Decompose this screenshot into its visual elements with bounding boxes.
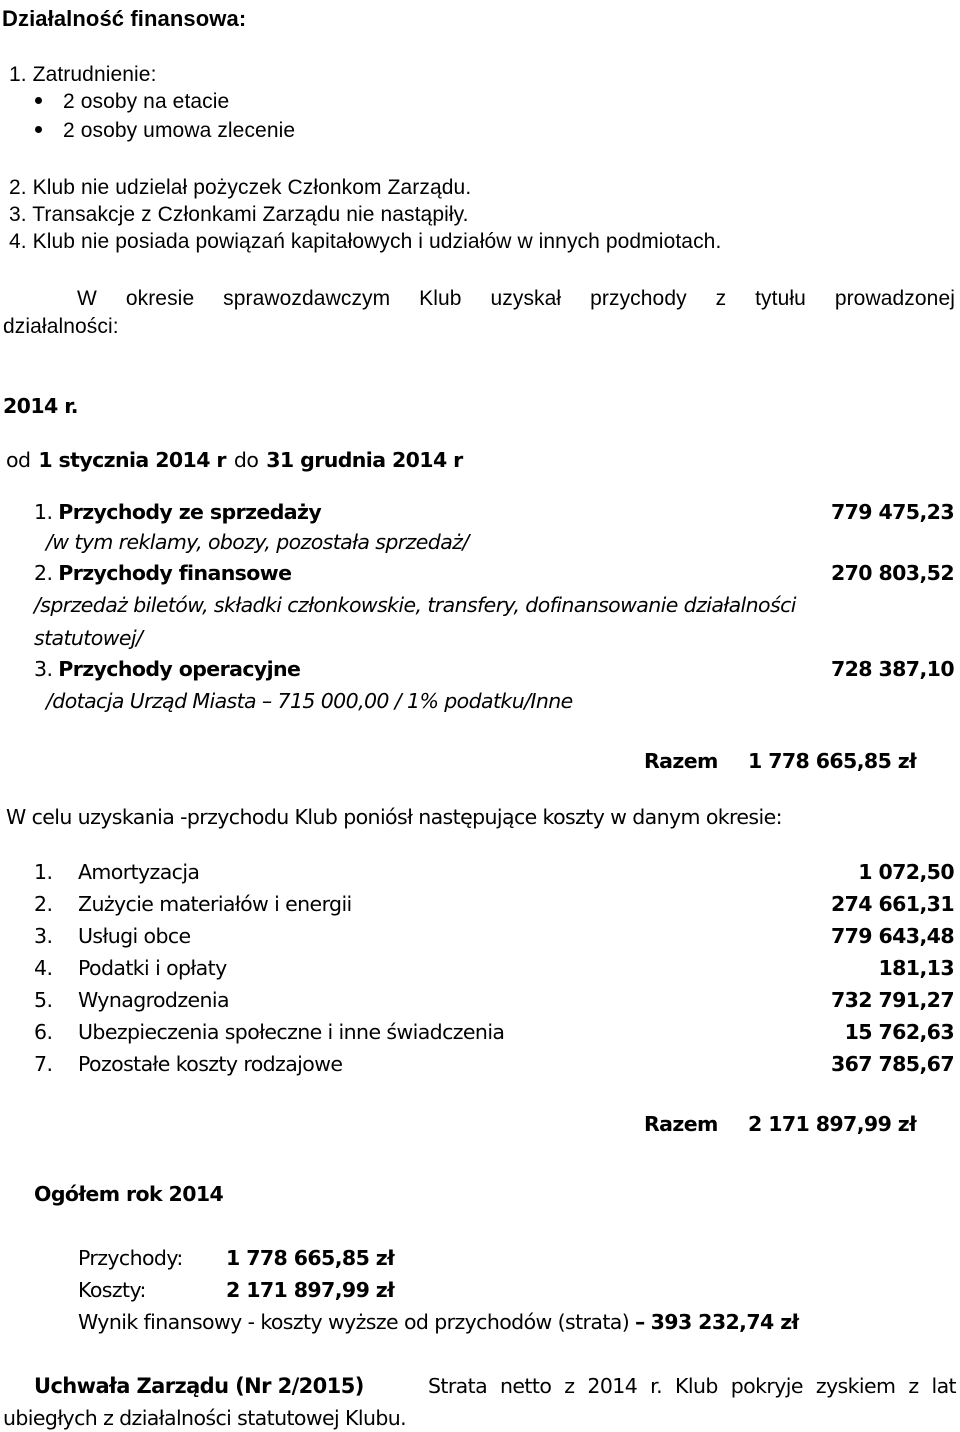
employment-bullet-1: 2 osoby na etacie: [63, 90, 230, 113]
revenue-label: Przychody operacyjne: [58, 657, 301, 681]
summary-result-value: 393 232,74 zł: [650, 1310, 799, 1334]
resolution-text: Strata netto z 2014 r. Klub pokryje zyskiem z lat: [428, 1374, 956, 1398]
cost-label: Wynagrodzenia: [78, 988, 229, 1012]
page-title: Działalność finansowa:: [2, 6, 247, 31]
cost-num: 4.: [34, 956, 53, 980]
revenue-num: 2.: [34, 561, 53, 585]
summary-result: [78, 1312, 799, 1333]
cost-amount: 1 072,50: [858, 860, 954, 884]
summary-revenue-value: 1 778 665,85 zł: [226, 1246, 395, 1270]
summary-result-dash: –: [635, 1310, 645, 1334]
revenue-row: [34, 563, 291, 584]
cost-amount: 15 762,63: [844, 1020, 954, 1044]
revenue-row: [34, 502, 321, 523]
period-line: [6, 450, 463, 471]
period-end: 31 grudnia 2014 r: [266, 448, 463, 472]
summary-title: Ogółem rok 2014: [34, 1182, 224, 1206]
revenue-num: 1.: [34, 500, 53, 524]
cost-num: 7.: [34, 1052, 53, 1076]
cost-num: 2.: [34, 892, 53, 916]
summary-revenue-label: Przychody:: [78, 1246, 183, 1270]
summary-result-label: Wynik finansowy - koszty wyższe od przychodów (strata): [78, 1310, 630, 1334]
employment-bullet-2: 2 osoby umowa zlecenie: [63, 119, 296, 142]
year-heading: 2014 r.: [3, 394, 78, 418]
revenue-amount: 728 387,10: [830, 657, 954, 681]
revenue-num: 3.: [34, 657, 53, 681]
revenue-intro-line-1: W okresie sprawozdawczym Klub uzyskał przychody z tytułu prowadzonej: [77, 287, 955, 310]
resolution-line-2: ubiegłych z działalności statutowej Klubu.: [3, 1406, 407, 1430]
cost-label: Zużycie materiałów i energii: [78, 892, 352, 916]
cost-label: Usługi obce: [78, 924, 191, 948]
intro-item-3: 3. Transakcje z Członkami Zarządu nie nastąpiły.: [9, 203, 469, 226]
period-od: od: [6, 448, 31, 472]
cost-label: Ubezpieczenia społeczne i inne świadczenia: [78, 1020, 505, 1044]
summary-cost-label: Koszty:: [78, 1278, 146, 1302]
cost-num: 1.: [34, 860, 53, 884]
revenue-note: /sprzedaż biletów, składki członkowskie, transfery, dofinansowanie działalności: [34, 593, 796, 617]
revenue-total-label: Razem: [644, 749, 718, 773]
revenue-amount: 779 475,23: [830, 500, 954, 524]
bullet-icon: [35, 97, 42, 104]
revenue-label: Przychody ze sprzedaży: [58, 500, 322, 524]
cost-num: 5.: [34, 988, 53, 1012]
cost-num: 6.: [34, 1020, 53, 1044]
revenue-note: /dotacja Urząd Miasta – 715 000,00 / 1% podatku/Inne: [46, 689, 573, 713]
intro-item-2: 2. Klub nie udzielał pożyczek Członkom Zarządu.: [9, 176, 472, 199]
resolution-bold: Uchwała Zarządu (Nr 2/2015): [34, 1374, 364, 1398]
intro-item-4: 4. Klub nie posiada powiązań kapitałowych i udziałów w innych podmiotach.: [9, 230, 722, 253]
cost-amount: 367 785,67: [830, 1052, 954, 1076]
period-do: do: [233, 448, 259, 472]
cost-num: 3.: [34, 924, 53, 948]
cost-amount: 732 791,27: [830, 988, 954, 1012]
resolution-line-1: [34, 1376, 956, 1397]
cost-total-label: Razem: [644, 1112, 718, 1136]
revenue-note-cont: statutowej/: [34, 626, 143, 650]
cost-amount: 181,13: [878, 956, 954, 980]
employment-item: 1. Zatrudnienie:: [9, 63, 157, 86]
revenue-amount: 270 803,52: [830, 561, 954, 585]
summary-cost-value: 2 171 897,99 zł: [226, 1278, 395, 1302]
revenue-intro-line-2: działalności:: [3, 315, 119, 338]
revenue-total-value: 1 778 665,85 zł: [748, 749, 917, 773]
revenue-label: Przychody finansowe: [58, 561, 292, 585]
revenue-row: [34, 659, 300, 680]
costs-intro: W celu uzyskania -przychodu Klub poniósł następujące koszty w danym okresie:: [6, 805, 782, 829]
cost-total-value: 2 171 897,99 zł: [748, 1112, 917, 1136]
cost-amount: 274 661,31: [830, 892, 954, 916]
cost-label: Amortyzacja: [78, 860, 200, 884]
bullet-icon: [35, 126, 42, 133]
period-start: 1 stycznia 2014 r: [38, 448, 226, 472]
cost-label: Pozostałe koszty rodzajowe: [78, 1052, 343, 1076]
revenue-note: /w tym reklamy, obozy, pozostała sprzedaż/: [46, 530, 469, 554]
cost-amount: 779 643,48: [830, 924, 954, 948]
cost-label: Podatki i opłaty: [78, 956, 227, 980]
